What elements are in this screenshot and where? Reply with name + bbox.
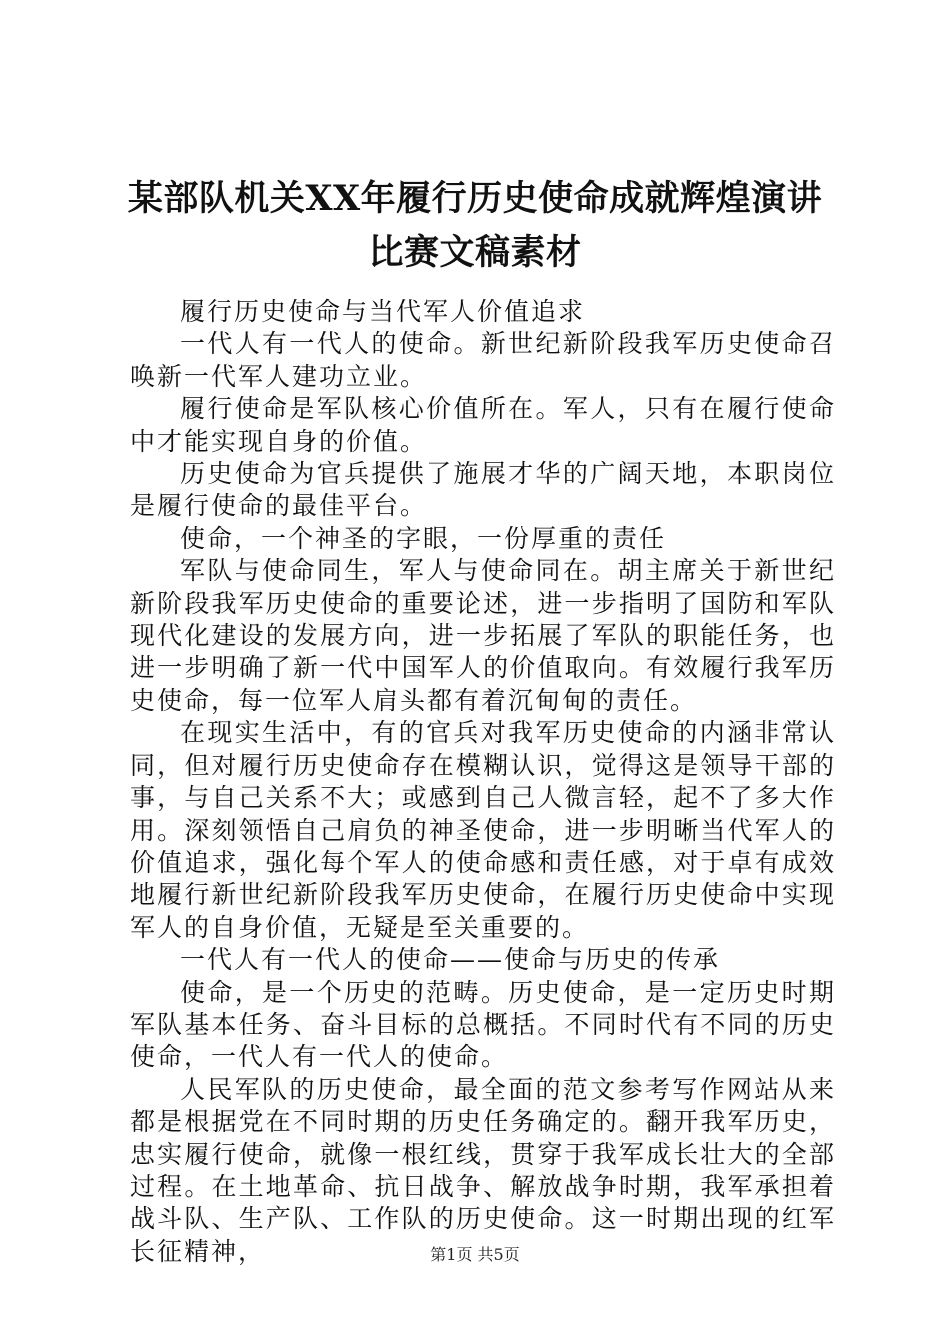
- title-line-2: 比赛文稿素材: [368, 232, 582, 273]
- paragraph: 军队与使命同生，军人与使命同在。胡主席关于新世纪新阶段我军历史使命的重要论述，进一步指明了国防和军队现代化建设的发展方向，进一步拓展了军队的职能任务，也进一步明确了新一代中国军人的价值取向。有效履行我军历史使命，每一位军人肩头都有着沉甸甸的责任。: [130, 556, 836, 715]
- paragraph: 使命，一个神圣的字眼，一份厚重的责任: [180, 523, 667, 553]
- page-footer: 第1页 共5页: [430, 1245, 520, 1264]
- paragraph: 人民军队的历史使命，最全面的范文参考写作网站从来都是根据党在不同时期的历史任务确定的。翻开我军历史，忠实履行使命，就像一根红线，贯穿于我军成长壮大的全部过程。在土地革命、抗日战争、解放战争时期，我军承担着战斗队、生产队、工作队的历史使命。这一时期出现的红军长征精神，: [130, 1074, 836, 1266]
- paragraph: 履行使命是军队核心价值所在。军人，只有在履行使命中才能实现自身的价值。: [130, 394, 836, 456]
- document-title: [100, 172, 850, 280]
- paragraph: 一代人有一代人的使命——使命与历史的传承: [180, 945, 721, 975]
- paragraph: 使命，是一个历史的范畴。历史使命，是一定历史时期军队基本任务、奋斗目标的总概括。不同时代有不同的历史使命，一代人有一代人的使命。: [130, 977, 836, 1072]
- paragraph: 履行历史使命与当代军人价值追求: [180, 297, 586, 326]
- title-line-1: 某部队机关XX年履行历史使命成就辉煌演讲: [127, 178, 823, 219]
- document-body: [130, 296, 836, 1268]
- paragraph: 在现实生活中，有的官兵对我军历史使命的内涵非常认同，但对履行历史使命存在模糊认识，觉得这是领导干部的事，与自己关系不大；或感到自己人微言轻，起不了多大作用。深刻领悟自己肩负的神圣使命，进一步明晰当代军人的价值追求，强化每个军人的使命感和责任感，对于卓有成效地履行新世纪新阶段我军历史使命，在履行历史使命中实现军人的自身价值，无疑是至关重要的。: [130, 718, 836, 942]
- paragraph: 一代人有一代人的使命。新世纪新阶段我军历史使命召唤新一代军人建功立业。: [130, 329, 836, 391]
- paragraph: 历史使命为官兵提供了施展才华的广阔天地，本职岗位是履行使命的最佳平台。: [130, 459, 836, 521]
